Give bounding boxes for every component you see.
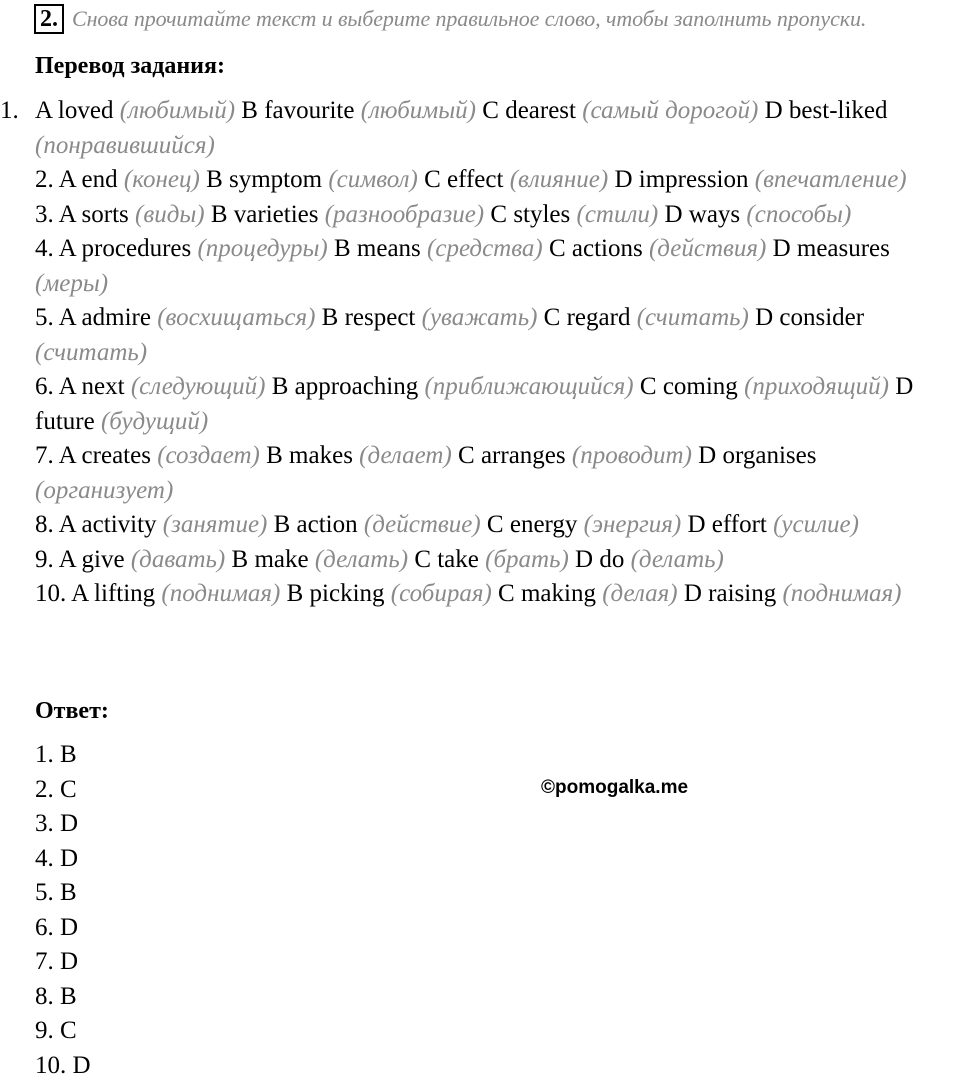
option-word: A next <box>59 373 131 400</box>
option-translation: (конец) <box>124 166 206 193</box>
option-index: 7. <box>35 442 59 469</box>
option-word: D measures <box>773 235 890 262</box>
answer-item: 1. B <box>35 738 91 773</box>
answer-item: 3. D <box>35 807 91 842</box>
answers-list <box>35 738 91 1083</box>
option-index: 4. <box>35 235 59 262</box>
option-translation: (брать) <box>485 546 575 573</box>
option-index: 9. <box>35 546 59 573</box>
option-row <box>35 577 960 612</box>
option-word: A lifting <box>71 580 161 607</box>
option-word: C energy <box>487 511 584 538</box>
option-translation: (делать) <box>631 546 724 573</box>
option-translation: (делая) <box>602 580 684 607</box>
option-word: D best-liked <box>765 97 888 124</box>
option-word: A activity <box>59 511 163 538</box>
option-translation: (создает) <box>157 442 266 469</box>
option-word: B means <box>334 235 427 262</box>
option-translation: (приближающийся) <box>424 373 639 400</box>
option-word: A creates <box>59 442 158 469</box>
option-translation: (понравившийся) <box>35 132 215 159</box>
option-translation: (влияние) <box>510 166 615 193</box>
option-row <box>35 508 960 543</box>
option-row <box>35 94 960 163</box>
option-translation: (энергия) <box>584 511 688 538</box>
option-word: B makes <box>266 442 359 469</box>
option-translation: (усилие) <box>773 511 859 538</box>
option-translation: (восхищаться) <box>157 304 321 331</box>
option-word: B symptom <box>206 166 328 193</box>
option-word: A admire <box>59 304 158 331</box>
option-translation: (считать) <box>35 339 147 366</box>
option-word: A give <box>59 546 131 573</box>
option-translation: (процедуры) <box>197 235 334 262</box>
option-word: C regard <box>544 304 637 331</box>
answer-item: 8. B <box>35 980 91 1015</box>
option-translation: (проводит) <box>572 442 698 469</box>
option-translation: (делать) <box>315 546 414 573</box>
answer-item: 7. D <box>35 945 91 980</box>
answer-item: 4. D <box>35 842 91 877</box>
option-row <box>35 301 960 370</box>
option-word: C making <box>498 580 602 607</box>
option-translation: (стили) <box>577 201 665 228</box>
option-index: 10. <box>35 580 71 607</box>
option-word: D organises <box>698 442 816 469</box>
option-word: A sorts <box>59 201 135 228</box>
option-translation: (меры) <box>35 270 108 297</box>
option-word: A loved <box>35 97 120 124</box>
option-word: D do <box>575 546 631 573</box>
option-translation: (разнообразие) <box>325 201 491 228</box>
option-word: D impression <box>614 166 754 193</box>
option-index: 3. <box>35 201 59 228</box>
watermark: ©pomogalka.me <box>541 777 688 799</box>
option-row <box>35 163 960 198</box>
option-index: 6. <box>35 373 59 400</box>
option-word: D future <box>35 373 913 435</box>
answer-item: 9. C <box>35 1014 91 1049</box>
option-row <box>35 543 960 578</box>
option-word: B favourite <box>241 97 360 124</box>
answer-title: Ответ: <box>35 697 109 725</box>
option-word: D consider <box>755 304 864 331</box>
option-translation: (виды) <box>135 201 211 228</box>
option-index: 8. <box>35 511 59 538</box>
option-row <box>35 232 960 301</box>
option-translation: (организует) <box>35 477 173 504</box>
option-row <box>35 439 960 508</box>
answer-item: 6. D <box>35 911 91 946</box>
option-word: C coming <box>640 373 744 400</box>
option-translation: (символ) <box>328 166 424 193</box>
option-word: D ways <box>664 201 746 228</box>
option-translation: (поднимая) <box>161 580 286 607</box>
option-word: C effect <box>424 166 510 193</box>
option-word: C styles <box>490 201 576 228</box>
option-translation: (средства) <box>427 235 549 262</box>
option-index: 2. <box>35 166 59 193</box>
task-number: 2. <box>34 4 64 34</box>
option-index: 1. <box>0 94 19 129</box>
options-list <box>35 94 960 612</box>
option-translation: (впечатление) <box>755 166 907 193</box>
option-word: B make <box>232 546 315 573</box>
option-word: B picking <box>287 580 391 607</box>
option-translation: (следующий) <box>131 373 272 400</box>
translation-title: Перевод задания: <box>35 52 225 80</box>
option-translation: (будущий) <box>101 408 208 435</box>
option-translation: (поднимая) <box>782 580 901 607</box>
option-translation: (способы) <box>746 201 851 228</box>
task-header <box>34 4 866 34</box>
option-word: B respect <box>322 304 422 331</box>
option-word: B approaching <box>272 373 425 400</box>
answer-item: 10. D <box>35 1049 91 1083</box>
option-word: C dearest <box>482 97 582 124</box>
answer-item: 2. C <box>35 773 91 808</box>
option-index: 5. <box>35 304 59 331</box>
option-word: B action <box>274 511 364 538</box>
option-translation: (действия) <box>649 235 773 262</box>
option-translation: (действие) <box>364 511 487 538</box>
option-word: A procedures <box>59 235 198 262</box>
option-word: C take <box>414 546 485 573</box>
option-word: B varieties <box>211 201 325 228</box>
option-translation: (самый дорогой) <box>582 97 764 124</box>
option-translation: (считать) <box>637 304 755 331</box>
option-translation: (давать) <box>131 546 232 573</box>
option-translation: (уважать) <box>422 304 544 331</box>
option-translation: (собирая) <box>391 580 498 607</box>
option-translation: (приходящий) <box>744 373 895 400</box>
task-instruction: Снова прочитайте текст и выберите правильное слово, чтобы заполнить пропуски. <box>72 6 866 32</box>
option-row <box>35 198 960 233</box>
option-translation: (любимый) <box>361 97 483 124</box>
option-translation: (занятие) <box>163 511 274 538</box>
option-word: D raising <box>684 580 783 607</box>
option-translation: (делает) <box>359 442 458 469</box>
option-word: A end <box>59 166 124 193</box>
option-row <box>35 370 960 439</box>
option-word: D effort <box>687 511 773 538</box>
option-word: C actions <box>549 235 649 262</box>
option-word: C arranges <box>458 442 572 469</box>
option-translation: (любимый) <box>120 97 242 124</box>
answer-item: 5. B <box>35 876 91 911</box>
